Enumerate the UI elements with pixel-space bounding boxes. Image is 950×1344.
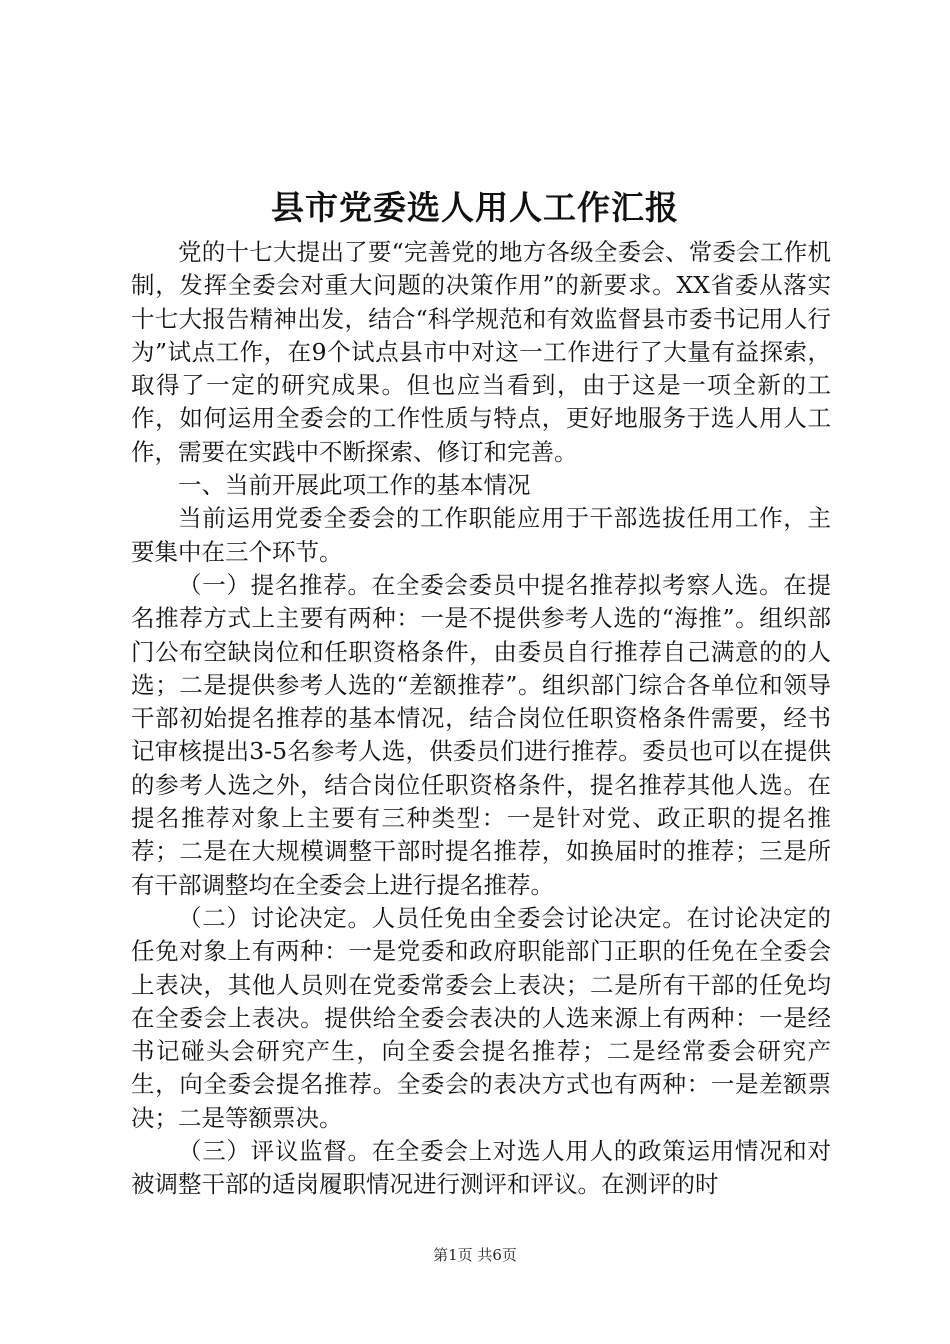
intro-paragraph: 党的十七大提出了要“完善党的地方各级全委会、常委会工作机制，发挥全委会对重大问题的决策作用”的新要求。XX省委从落实十七大报告精神出发，结合“科学规范和有效监督县市委书记用人行为”试点工作，在9个试点县市中对这一工作进行了大量有益探索，取得了一定的研究成果。但也应当看到，由于这是一项全新的工作，如何运用全委会的工作性质与特点，更好地服务于选人用人工作，需要在实践中不断探索、修订和完善。	[131, 238, 831, 466]
section-1-intro-paragraph: 当前运用党委全委会的工作职能应用于干部选拔任用工作，主要集中在三个环节。	[131, 504, 831, 566]
page-footer: 第1页 共6页	[433, 1246, 517, 1264]
subsection-nomination-paragraph: （一）提名推荐。在全委会委员中提名推荐拟考察人选。在提名推荐方式上主要有两种：一是不提供参考人选的“海推”。组织部门公布空缺岗位和任职资格条件，由委员自行推荐自己满意的的人选；二是提供参考人选的“差额推荐”。组织部门综合各单位和领导干部初始提名推荐的基本情况，结合岗位任职资格条件需要，经书记审核提出3-5名参考人选，供委员们进行推荐。委员也可以在提供的参考人选之外，结合岗位任职资格条件，提名推荐其他人选。在提名推荐对象上主要有三种类型：一是针对党、政正职的提名推荐；二是在大规模调整干部时提名推荐，如换届时的推荐；三是所有干部调整均在全委会上进行提名推荐。	[131, 570, 831, 899]
subsection-decision-paragraph: （二）讨论决定。人员任免由全委会讨论决定。在讨论决定的任免对象上有两种：一是党委和政府职能部门正职的任免在全委会上表决，其他人员则在党委常委会上表决；二是所有干部的任免均在全委会上表决。提供给全委会表决的人选来源上有两种：一是经书记碰头会研究产生，向全委会提名推荐；二是经常委会研究产生，向全委会提名推荐。全委会的表决方式也有两种：一是差额票决；二是等额票决。	[131, 903, 831, 1132]
document-title: 县市党委选人用人工作汇报	[271, 188, 679, 227]
section-heading-1: 一、当前开展此项工作的基本情况	[178, 471, 531, 500]
document-body	[131, 236, 831, 1202]
subsection-supervision-paragraph: （三）评议监督。在全委会上对选人用人的政策运用情况和对被调整干部的适岗履职情况进行测评和评议。在测评的时	[131, 1137, 831, 1199]
